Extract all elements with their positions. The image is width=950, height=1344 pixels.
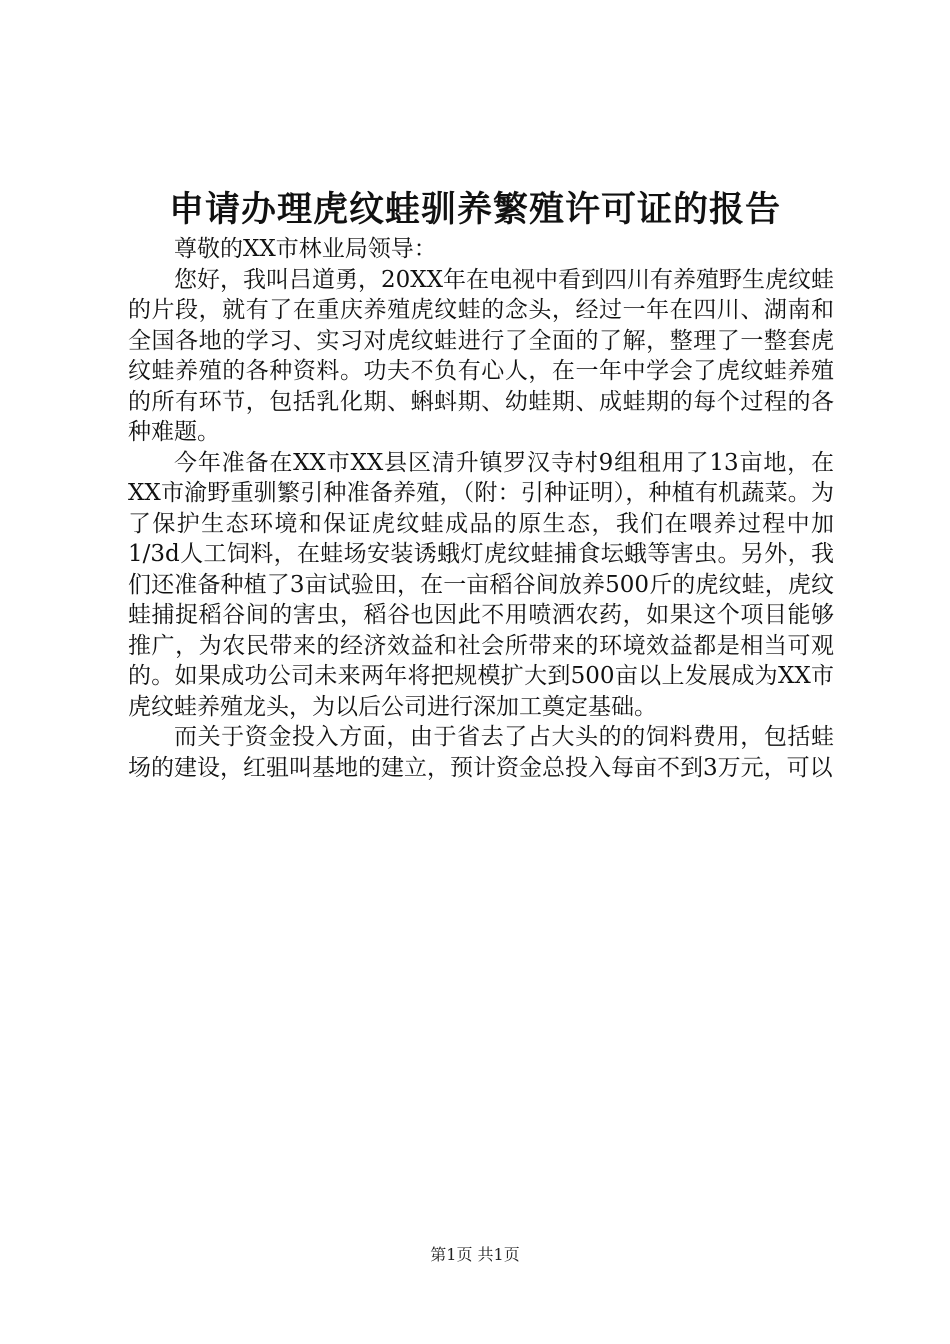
- page-number-footer: 第1页 共1页: [430, 1245, 520, 1264]
- document-body: [128, 234, 834, 783]
- paragraph-plan: 今年准备在XX市XX县区清升镇罗汉寺村9组租用了13亩地，在XX市渝野重驯繁引种准备养殖，（附：引种证明），种植有机蔬菜。为了保护生态环境和保证虎纹蛙成品的原生态，我们在喂养过程中加1/3d人工饲料，在蛙场安装诱蛾灯虎纹蛙捕食坛蛾等害虫。另外，我们还准备种植了3亩试验田，在一亩稻谷间放养500斤的虎纹蛙，虎纹蛙捕捉稻谷间的害虫，稻谷也因此不用喷洒农药，如果这个项目能够推广，为农民带来的经济效益和社会所带来的环境效益都是相当可观的。如果成功公司未来两年将把规模扩大到500亩以上发展成为XX市虎纹蛙养殖龙头，为以后公司进行深加工奠定基础。: [128, 449, 834, 720]
- paragraph-intro: 您好，我叫吕道勇，20XX年在电视中看到四川有养殖野生虎纹蛙的片段，就有了在重庆养殖虎纹蛙的念头，经过一年在四川、湖南和全国各地的学习、实习对虎纹蛙进行了全面的了解，整理了一整套虎纹蛙养殖的各种资料。功夫不负有心人，在一年中学会了虎纹蛙养殖的所有环节，包括乳化期、蝌蚪期、幼蛙期、成蛙期的每个过程的各种难题。: [128, 266, 835, 445]
- salutation: 尊敬的XX市林业局领导：: [174, 236, 437, 262]
- paragraph-funding: 而关于资金投入方面，由于省去了占大头的的饲料费用，包括蛙场的建设，红驵叫基地的建立，预计资金总投入每亩不到3万元，可以: [128, 724, 834, 781]
- document-title: 申请办理虎纹蛙驯养繁殖许可证的报告: [168, 189, 781, 230]
